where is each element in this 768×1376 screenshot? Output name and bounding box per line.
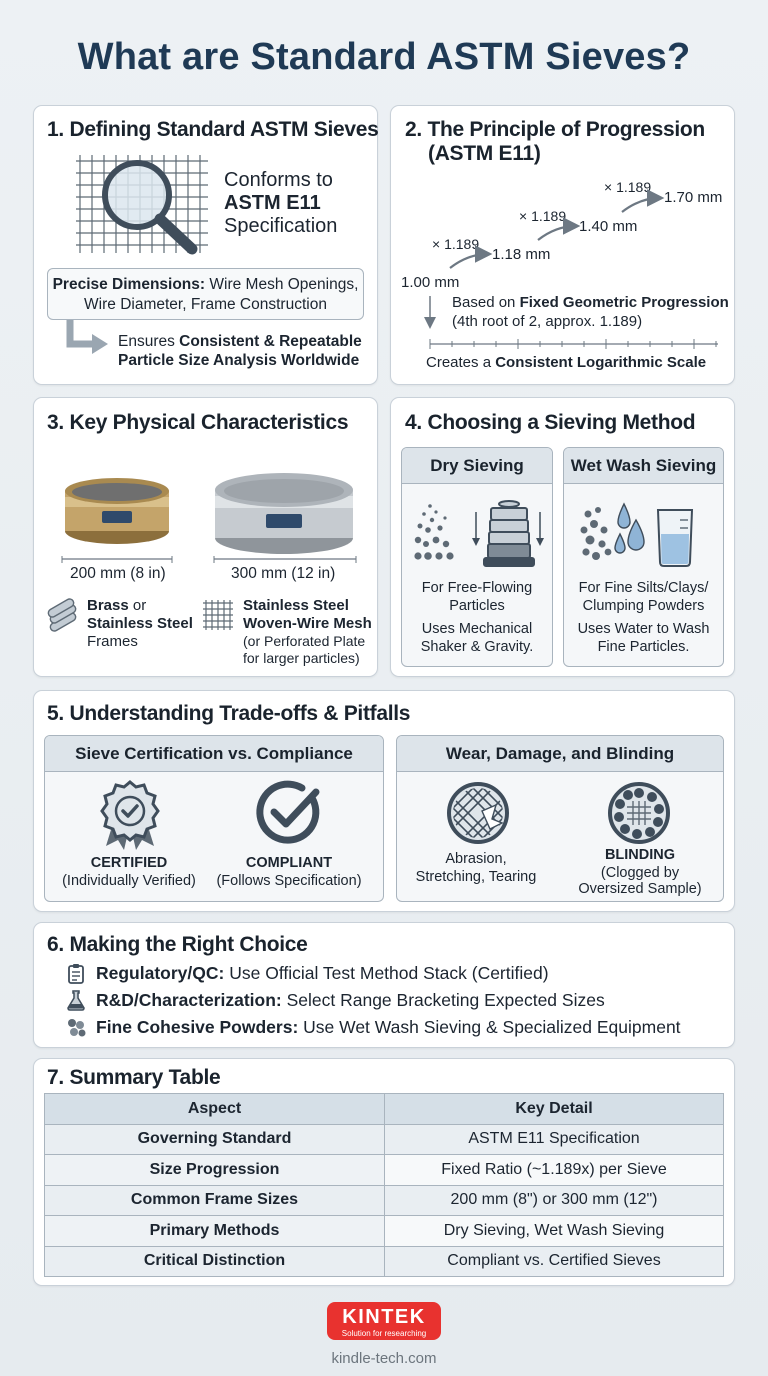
dry-line-4: Shaker & Gravity.: [420, 639, 534, 655]
table-cell-aspect: Governing Standard: [45, 1124, 385, 1155]
wet-drops-icon: [580, 500, 710, 568]
clipboard-icon: [66, 963, 86, 983]
arrow-right-icon: [62, 320, 112, 362]
table-cell-aspect: Size Progression: [45, 1155, 385, 1186]
progression-arrows: [400, 180, 730, 370]
card1-heading: 1. Defining Standard ASTM Sieves: [47, 118, 379, 141]
certification-title: Sieve Certification vs. Compliance: [45, 736, 383, 772]
table-row: [45, 1124, 724, 1155]
spec-text: ASTM E11: [224, 192, 321, 214]
compliant-sublabel: (Follows Specification): [216, 873, 362, 889]
card5-heading: 5. Understanding Trade-offs & Pitfalls: [47, 702, 411, 725]
logo-text: KINTEK: [342, 1306, 426, 1328]
ratio-label-3: × 1.189: [604, 179, 652, 195]
ensures-line-2: Particle Size Analysis Worldwide: [118, 352, 360, 369]
mesh-line-1: Stainless Steel: [243, 597, 349, 614]
table-row: [45, 1185, 724, 1216]
certified-label: CERTIFIED: [90, 855, 168, 871]
summary-table-header: [45, 1094, 724, 1125]
wet-line-4: Fine Particles.: [597, 639, 690, 655]
abrasion-line-2: Stretching, Tearing: [415, 869, 537, 885]
mesh-line-2: Woven-Wire Mesh: [243, 615, 372, 632]
size-label-2: 1.18 mm: [492, 246, 551, 263]
table-row: [45, 1246, 724, 1277]
ensures-line-1: Ensures Consistent & Repeatable: [118, 333, 362, 350]
frame-rods-icon: [45, 600, 81, 632]
creates-line: Creates a Consistent Logarithmic Scale: [426, 354, 707, 371]
card2-heading-2: (ASTM E11): [428, 142, 541, 165]
ratio-label-1: × 1.189: [432, 236, 480, 252]
frames-line-3: Frames: [87, 633, 138, 650]
wet-sieving-title: Wet Wash Sieving: [564, 448, 723, 484]
certified-badge-icon: [98, 780, 162, 852]
compliant-check-icon: [256, 780, 322, 846]
dry-particles-icon: [412, 498, 542, 568]
table-cell-aspect: Primary Methods: [45, 1216, 385, 1247]
clogged-mesh-icon: [607, 781, 671, 845]
mesh-line-4: for larger particles): [243, 650, 360, 666]
size-label-1: 1.00 mm: [401, 274, 460, 291]
dry-line-2: Particles: [449, 598, 505, 614]
torn-mesh-icon: [446, 781, 510, 845]
precise-line-2: Wire Diameter, Frame Construction: [84, 296, 327, 313]
table-cell-detail: 200 mm (8") or 300 mm (12"): [385, 1185, 724, 1216]
size-label-3: 1.40 mm: [579, 218, 638, 235]
mesh-magnifier-icon: [76, 155, 206, 255]
wear-damage-title: Wear, Damage, and Blinding: [397, 736, 723, 772]
card3-heading: 3. Key Physical Characteristics: [47, 411, 349, 434]
compliant-label: COMPLIANT: [245, 855, 333, 871]
woven-mesh-icon: [203, 600, 233, 630]
table-cell-detail: Fixed Ratio (~1.189x) per Sieve: [385, 1155, 724, 1186]
dry-sieving-title: Dry Sieving: [402, 448, 552, 484]
card2-heading-1: 2. The Principle of Progression: [405, 118, 705, 141]
table-cell-detail: Compliant vs. Certified Sieves: [385, 1246, 724, 1277]
wet-line-3: Uses Water to Wash: [577, 621, 710, 637]
kintek-logo[interactable]: [327, 1302, 441, 1340]
blinding-label: BLINDING: [604, 847, 676, 863]
table-cell-aspect: Critical Distinction: [45, 1246, 385, 1277]
conforms-text: Conforms to: [224, 169, 333, 191]
summary-table: [44, 1093, 724, 1277]
frames-line-2: Stainless Steel: [87, 615, 193, 632]
table-row: [45, 1155, 724, 1186]
col-key-detail: Key Detail: [385, 1094, 724, 1125]
blinding-line-2: (Clogged by: [600, 865, 680, 881]
certified-sublabel: (Individually Verified): [62, 873, 196, 889]
card7-heading: 7. Summary Table: [47, 1066, 221, 1089]
based-on-line-2: (4th root of 2, approx. 1.189): [452, 313, 643, 330]
table-cell-detail: Dry Sieving, Wet Wash Sieving: [385, 1216, 724, 1247]
flask-icon: [66, 990, 86, 1010]
abrasion-line-1: Abrasion,: [445, 851, 507, 867]
card4-heading: 4. Choosing a Sieving Method: [405, 411, 696, 434]
size-large: 300 mm (12 in): [231, 565, 336, 582]
card6-heading: 6. Making the Right Choice: [47, 933, 308, 956]
ratio-label-2: × 1.189: [519, 208, 567, 224]
wet-line-2: Clumping Powders: [582, 598, 705, 614]
page-title: What are Standard ASTM Sieves?: [77, 36, 691, 78]
wet-line-1: For Fine Silts/Clays/: [578, 580, 709, 596]
brass-sieve-icon: [62, 475, 172, 547]
website-link[interactable]: kindle-tech.com: [331, 1350, 437, 1367]
col-aspect: Aspect: [45, 1094, 385, 1125]
dry-line-3: Uses Mechanical: [421, 621, 533, 637]
powder-particles-icon: [66, 1017, 86, 1037]
frames-line-1: Brass or: [87, 597, 147, 614]
size-label-4: 1.70 mm: [664, 189, 723, 206]
table-row: [45, 1216, 724, 1247]
logo-tagline: Solution for researching: [341, 1329, 427, 1338]
spec-text-2: Specification: [224, 215, 338, 237]
based-on-line-1: Based on Fixed Geometric Progression: [452, 294, 729, 311]
mesh-line-3: (or Perforated Plate: [243, 633, 366, 649]
size-small: 200 mm (8 in): [70, 565, 166, 582]
table-cell-detail: ASTM E11 Specification: [385, 1124, 724, 1155]
blinding-line-3: Oversized Sample): [578, 881, 702, 897]
table-cell-aspect: Common Frame Sizes: [45, 1185, 385, 1216]
steel-sieve-icon: [212, 470, 356, 556]
dry-line-1: For Free-Flowing: [421, 580, 533, 596]
precise-line-1: Precise Dimensions: Wire Mesh Openings,: [52, 276, 359, 293]
